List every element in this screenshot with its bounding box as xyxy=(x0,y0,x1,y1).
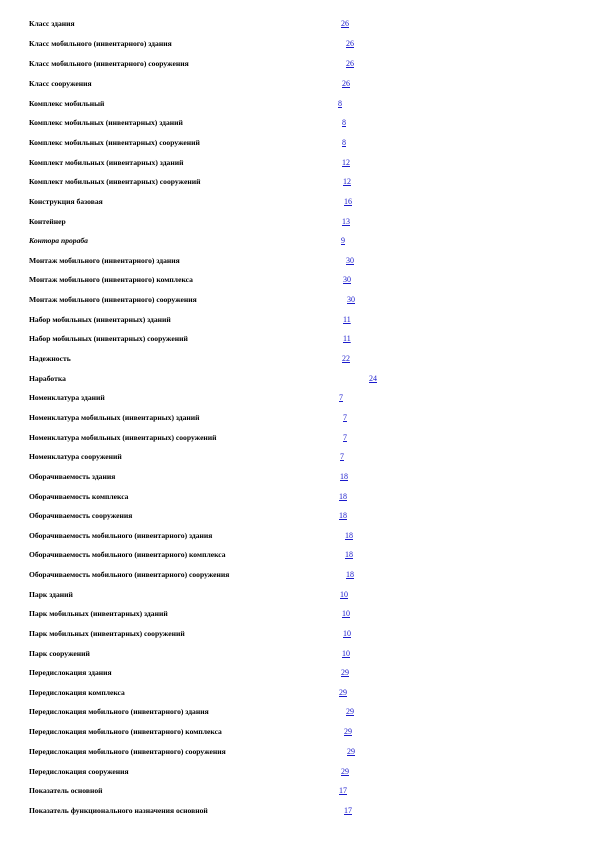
page-number-link[interactable]: 9 xyxy=(341,236,345,245)
index-term: Номенклатура сооружений xyxy=(29,452,122,461)
index-term: Оборачиваемость сооружения xyxy=(29,511,133,520)
index-term: Передислокация комплекса xyxy=(29,688,125,697)
index-term: Номенклатура мобильных (инвентарных) зданий xyxy=(29,413,200,422)
page-number-link[interactable]: 17 xyxy=(339,786,347,795)
page-number-link[interactable]: 7 xyxy=(343,413,347,422)
index-entry xyxy=(0,117,595,129)
index-entry xyxy=(0,98,595,110)
index-term: Парк зданий xyxy=(29,590,73,599)
page-number-link[interactable]: 29 xyxy=(341,668,349,677)
index-term: Комплекс мобильных (инвентарных) зданий xyxy=(29,118,183,127)
index-entry xyxy=(0,589,595,601)
index-entry xyxy=(0,726,595,738)
index-term: Парк мобильных (инвентарных) сооружений xyxy=(29,629,185,638)
index-entry xyxy=(0,608,595,620)
page-number-link[interactable]: 26 xyxy=(346,59,354,68)
page-number-link[interactable]: 26 xyxy=(341,19,349,28)
index-term: Оборачиваемость комплекса xyxy=(29,492,129,501)
index-entry xyxy=(0,38,595,50)
page-number-link[interactable]: 18 xyxy=(339,492,347,501)
page-number-link[interactable]: 29 xyxy=(346,707,354,716)
index-entry xyxy=(0,706,595,718)
page-number-link[interactable]: 16 xyxy=(344,197,352,206)
index-entry xyxy=(0,333,595,345)
page-number-link[interactable]: 30 xyxy=(347,295,355,304)
index-entry xyxy=(0,216,595,228)
index-term: Набор мобильных (инвентарных) сооружений xyxy=(29,334,188,343)
index-term: Передислокация здания xyxy=(29,668,112,677)
page-number-link[interactable]: 26 xyxy=(346,39,354,48)
page-number-link[interactable]: 18 xyxy=(346,570,354,579)
index-term: Оборачиваемость мобильного (инвентарного) сооружения xyxy=(29,570,230,579)
index-entry xyxy=(0,353,595,365)
index-term: Парк сооружений xyxy=(29,649,90,658)
page-number-link[interactable]: 12 xyxy=(343,177,351,186)
index-term: Показатель основной xyxy=(29,786,103,795)
index-entry xyxy=(0,746,595,758)
index-entry xyxy=(0,392,595,404)
index-entry xyxy=(0,196,595,208)
index-entry xyxy=(0,451,595,463)
page-number-link[interactable]: 8 xyxy=(342,138,346,147)
index-term: Монтаж мобильного (инвентарного) здания xyxy=(29,256,180,265)
index-term: Набор мобильных (инвентарных) зданий xyxy=(29,315,171,324)
page-number-link[interactable]: 10 xyxy=(343,629,351,638)
index-term: Монтаж мобильного (инвентарного) комплекса xyxy=(29,275,193,284)
page-number-link[interactable]: 8 xyxy=(338,99,342,108)
index-term: Передислокация сооружения xyxy=(29,767,129,776)
index-entry xyxy=(0,648,595,660)
index-term: Наработка xyxy=(29,374,66,383)
page-number-link[interactable]: 17 xyxy=(344,806,352,815)
page-number-link[interactable]: 18 xyxy=(345,531,353,540)
page-number-link[interactable]: 12 xyxy=(342,158,350,167)
index-term: Парк мобильных (инвентарных) зданий xyxy=(29,609,168,618)
page-number-link[interactable]: 7 xyxy=(343,433,347,442)
index-entry xyxy=(0,157,595,169)
index-term: Класс здания xyxy=(29,19,75,28)
index-term: Класс сооружения xyxy=(29,79,92,88)
index-entry xyxy=(0,314,595,326)
index-term: Контейнер xyxy=(29,217,66,226)
index-term: Монтаж мобильного (инвентарного) сооружения xyxy=(29,295,197,304)
page-number-link[interactable]: 30 xyxy=(346,256,354,265)
page-number-link[interactable]: 11 xyxy=(343,315,351,324)
page-number-link[interactable]: 10 xyxy=(342,649,350,658)
index-entry xyxy=(0,510,595,522)
page-number-link[interactable]: 10 xyxy=(340,590,348,599)
index-entry xyxy=(0,294,595,306)
page-number-link[interactable]: 7 xyxy=(339,393,343,402)
index-entry xyxy=(0,471,595,483)
index-term: Класс мобильного (инвентарного) здания xyxy=(29,39,172,48)
page-number-link[interactable]: 18 xyxy=(340,472,348,481)
index-term: Конструкция базовая xyxy=(29,197,103,206)
page-number-link[interactable]: 8 xyxy=(342,118,346,127)
index-entry xyxy=(0,549,595,561)
index-entry xyxy=(0,530,595,542)
page-number-link[interactable]: 22 xyxy=(342,354,350,363)
page-number-link[interactable]: 18 xyxy=(339,511,347,520)
index-entry xyxy=(0,412,595,424)
index-entry xyxy=(0,785,595,797)
index-term: Передислокация мобильного (инвентарного) сооружения xyxy=(29,747,226,756)
index-entry xyxy=(0,491,595,503)
index-entry xyxy=(0,235,595,247)
index-entry xyxy=(0,176,595,188)
index-entry xyxy=(0,373,595,385)
index-entry xyxy=(0,274,595,286)
index-entry xyxy=(0,18,595,30)
index-entry xyxy=(0,667,595,679)
index-entry xyxy=(0,255,595,267)
index-term: Оборачиваемость мобильного (инвентарного) здания xyxy=(29,531,213,540)
index-term: Оборачиваемость мобильного (инвентарного) комплекса xyxy=(29,550,226,559)
page-number-link[interactable]: 10 xyxy=(342,609,350,618)
index-term: Класс мобильного (инвентарного) сооружения xyxy=(29,59,189,68)
index-term: Номенклатура зданий xyxy=(29,393,105,402)
index-entry xyxy=(0,805,595,817)
page-number-link[interactable]: 18 xyxy=(345,550,353,559)
index-term: Комплект мобильных (инвентарных) зданий xyxy=(29,158,184,167)
page-number-link[interactable]: 26 xyxy=(342,79,350,88)
index-entry xyxy=(0,687,595,699)
index-term: Передислокация мобильного (инвентарного) здания xyxy=(29,707,209,716)
index-term: Показатель функционального назначения основной xyxy=(29,806,208,815)
index-term: Комплект мобильных (инвентарных) сооружений xyxy=(29,177,201,186)
index-entry xyxy=(0,78,595,90)
index-entry xyxy=(0,628,595,640)
index-entry xyxy=(0,58,595,70)
page-number-link[interactable]: 29 xyxy=(339,688,347,697)
page-number-link[interactable]: 7 xyxy=(340,452,344,461)
page-number-link[interactable]: 30 xyxy=(343,275,351,284)
index-entry xyxy=(0,137,595,149)
page-number-link[interactable]: 29 xyxy=(344,727,352,736)
index-term: Комплекс мобильных (инвентарных) сооружений xyxy=(29,138,200,147)
index-term: Надежность xyxy=(29,354,71,363)
page-number-link[interactable]: 29 xyxy=(341,767,349,776)
index-entry xyxy=(0,766,595,778)
index-term: Номенклатура мобильных (инвентарных) сооружений xyxy=(29,433,217,442)
page-number-link[interactable]: 13 xyxy=(342,217,350,226)
index-term: Контора прораба xyxy=(29,236,88,245)
page-number-link[interactable]: 11 xyxy=(343,334,351,343)
page-number-link[interactable]: 24 xyxy=(369,374,377,383)
index-term: Передислокация мобильного (инвентарного) комплекса xyxy=(29,727,222,736)
index-entry xyxy=(0,569,595,581)
index-term: Комплекс мобильный xyxy=(29,99,105,108)
index-entry xyxy=(0,432,595,444)
page-number-link[interactable]: 29 xyxy=(347,747,355,756)
index-term: Оборачиваемость здания xyxy=(29,472,116,481)
